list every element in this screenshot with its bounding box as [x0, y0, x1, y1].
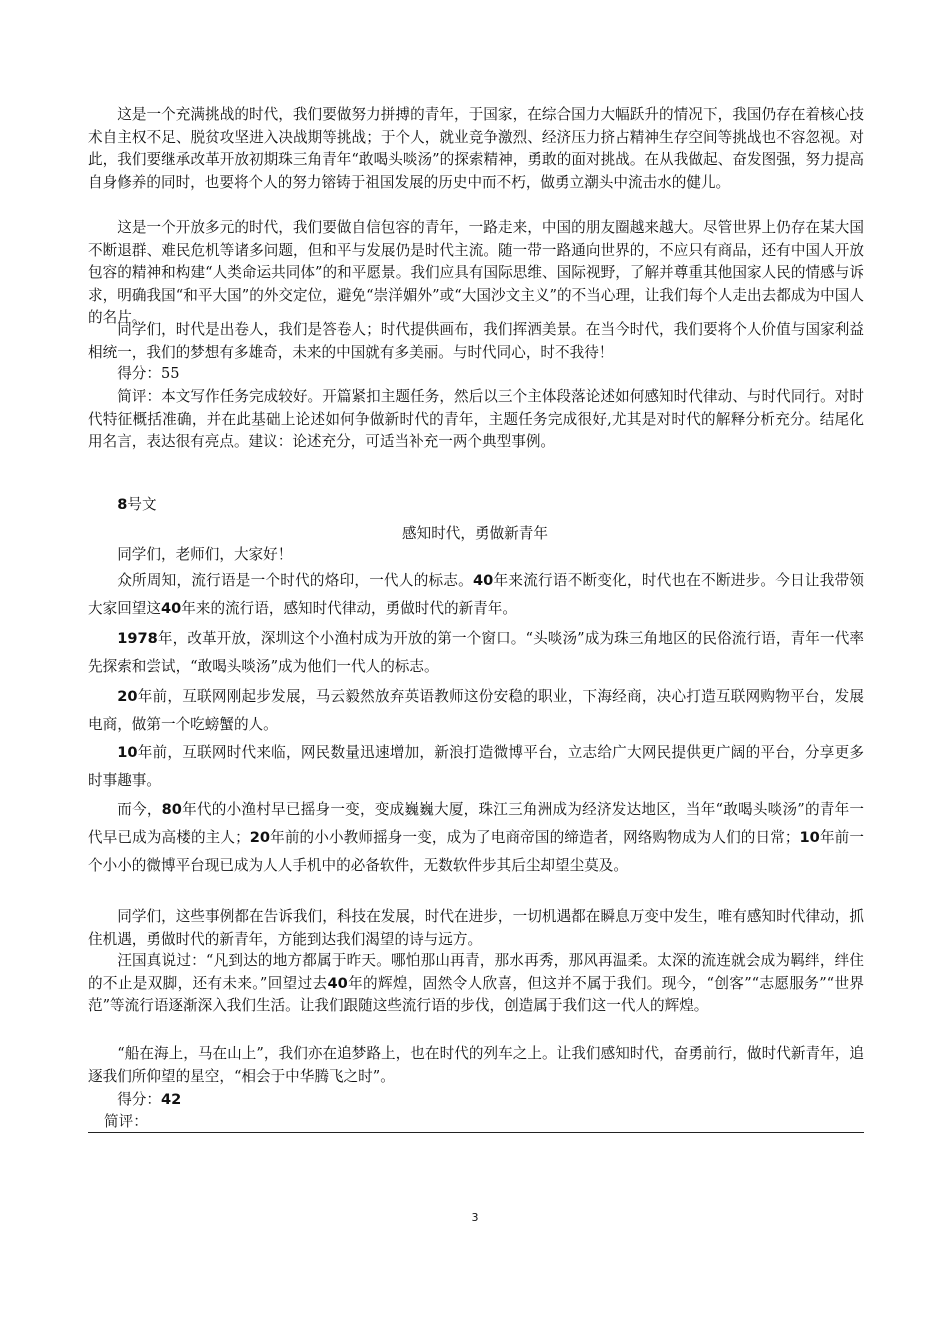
text-run: 年前一个小小的微博平台现已成为人人手机中的必备软件，无数软件步其后尘却望尘莫及。 — [88, 829, 864, 874]
number-run: 40 — [473, 572, 494, 589]
essay8-score-line — [88, 1089, 893, 1111]
essay8-paragraph-5 — [88, 796, 864, 880]
text-run: 年来流行语不断变化，时代也在不断进步。今日让我带领大家回望这 — [88, 572, 864, 617]
score-line: 得分：55 — [117, 365, 180, 382]
essay8-paragraph-3 — [88, 683, 864, 739]
text-run: 年的辉煌，固然令人欣喜，但这并不属于我们。现今，“创客”“志愿服务”“世界范”等流行语逐渐深入我们生活。让我们跟随这些流行语的步伐，创造属于我们这一代人的辉煌。 — [88, 974, 864, 1015]
text-run: 年代的小渔村早已摇身一变，变成巍巍大厦，珠江三角洲成为经济发达地区，当年“敢喝头啖汤”的青年一代早已成为高楼的主人； — [88, 801, 864, 846]
number-run: 1978 — [117, 630, 158, 647]
essay-number: 8 — [117, 496, 128, 513]
comment-paragraph: 简评：本文写作任务完成较好。开篇紧扣主题任务，然后以三个主体段落论述如何感知时代律动、与时代同行。对时代特征概括准确，并在此基础上论述如何争做新时代的青年，主题任务完成很好,尤其是对时代的解释分析充分。结尾化用名言，表达很有亮点。建议：论述充分，可适当补充一两个典型事例。 — [88, 388, 864, 451]
number-run: 20 — [249, 829, 270, 846]
essay8-paragraph-1 — [88, 567, 864, 623]
text-run: 年前，互联网刚起步发展，马云毅然放弃英语教师这份安稳的职业，下海经商，决心打造互联网购物平台，发展电商，做第一个吃螃蟹的人。 — [88, 688, 864, 733]
essay8-comment-label: 简评： — [104, 1113, 148, 1130]
essay8-paragraph-8: “船在海上，马在山上”，我们亦在追梦路上，也在时代的列车之上。让我们感知时代，奋勇前行，做时代新青年，追逐我们所仰望的星空，“相会于中华腾飞之时”。 — [88, 1045, 864, 1085]
essay8-paragraph-7 — [88, 950, 864, 1018]
number-run: 20 — [117, 688, 138, 705]
essay-number-suffix: 号文 — [127, 496, 157, 513]
text-run: 年前，互联网时代来临，网民数量迅速增加，新浪打造微博平台，立志给广大网民提供更广阔的平台，分享更多时事趣事。 — [88, 744, 864, 789]
score-label: 得分： — [117, 1091, 161, 1108]
text-run: 汪国真说过：“凡到达的地方都属于昨天。哪怕那山再青，那水再秀，那风再温柔。太深的流连就会成为羁绊，绊住的不止是双脚，还有未来。”回望过去 — [88, 952, 864, 992]
number-run: 40 — [160, 600, 182, 617]
essay8-paragraph-4 — [88, 739, 864, 795]
number-run: 10 — [799, 829, 820, 846]
horizontal-rule — [88, 1132, 864, 1133]
text-run: 年前的小小教师摇身一变，成为了电商帝国的缔造者，网络购物成为人们的日常； — [270, 829, 800, 846]
essay8-paragraph-6: 同学们，这些事例都在告诉我们，科技在发展，时代在进步，一切机遇都在瞬息万变中发生，唯有感知时代律动，抓住机遇，勇做时代的新青年，方能到达我们渴望的诗与远方。 — [88, 908, 864, 948]
essay-title: 感知时代，勇做新青年 — [402, 525, 548, 542]
essay8-paragraph-2 — [88, 625, 864, 681]
paragraph-challenge-era: 这是一个充满挑战的时代，我们要做努力拼搏的青年，于国家，在综合国力大幅跃升的情况下，我国仍存在着核心技术自主权不足、脱贫攻坚进入决战期等挑战；于个人，就业竞争激烈、经济压力挤占精神生存空间等挑战也不容忽视。对此，我们要继承改革开放初期珠三角青年“敢喝头啖汤”的探索精神，勇敢的面对挑战。在从我做起、奋发图强，努力提高自身修养的同时，也要将个人的努力镕铸于祖国发展的历史中而不朽，做勇立潮头中流击水的健儿。 — [88, 106, 864, 191]
number-run: 40 — [327, 974, 348, 992]
paragraph-conclusion: 同学们，时代是出卷人，我们是答卷人；时代提供画布，我们挥洒美景。在当今时代，我们要将个人价值与国家利益相统一，我们的梦想有多雄奇，未来的中国就有多美丽。与时代同心，时不我待！ — [88, 321, 864, 361]
essay-number-heading — [88, 494, 893, 516]
page-number: 3 — [471, 1211, 479, 1224]
greeting: 同学们，老师们，大家好！ — [117, 546, 293, 563]
number-run: 80 — [161, 801, 182, 818]
score-value: 42 — [160, 1091, 182, 1108]
text-run: 年，改革开放，深圳这个小渔村成为开放的第一个窗口。“头啖汤”成为珠三角地区的民俗流行语，青年一代率先探索和尝试，“敢喝头啖汤”成为他们一代人的标志。 — [88, 630, 864, 675]
text-run: 年来的流行语，感知时代律动，勇做时代的新青年。 — [181, 600, 517, 617]
paragraph-open-era: 这是一个开放多元的时代，我们要做自信包容的青年，一路走来，中国的朋友圈越来越大。尽管世界上仍存在某大国不断退群、难民危机等诸多问题，但和平与发展仍是时代主流。随一带一路通向世界的，不应只有商品，还有中国人开放包容的精神和构建“人类命运共同体”的和平愿景。我们应具有国际思维、国际视野，了解并尊重其他国家人民的情感与诉求，明确我国“和平大国”的外交定位，避免“崇洋媚外”或“大国沙文主义”的不当心理，让我们每个人走出去都成为中国人的名片。 — [88, 219, 864, 327]
number-run: 10 — [117, 744, 138, 761]
text-run: 而今， — [117, 801, 162, 818]
text-run: 众所周知，流行语是一个时代的烙印，一代人的标志。 — [117, 572, 474, 589]
